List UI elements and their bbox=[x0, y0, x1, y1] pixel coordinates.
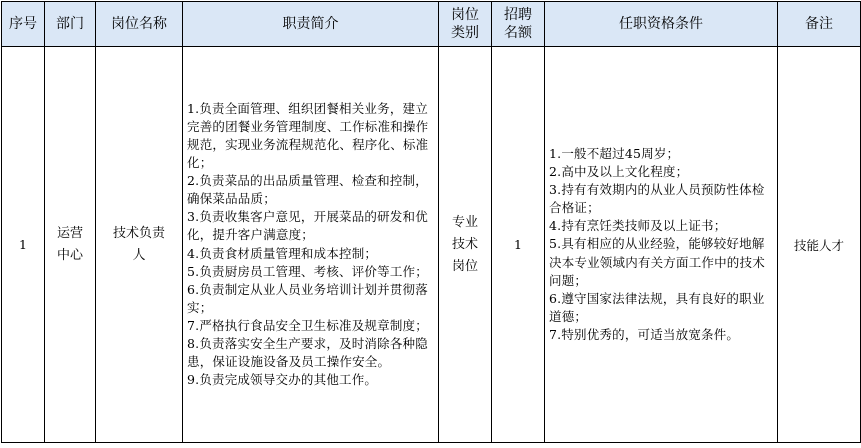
duty-item: 9.负责完成领导交办的其他工作。 bbox=[187, 372, 378, 388]
header-openings-line-1: 招聘 bbox=[504, 7, 532, 23]
header-category bbox=[439, 2, 492, 47]
duties-list bbox=[183, 99, 438, 391]
cell-category bbox=[439, 47, 492, 443]
cell-requirements bbox=[545, 47, 778, 443]
cell-remarks: 技能人才 bbox=[778, 47, 861, 443]
cell-department bbox=[45, 47, 96, 443]
cell-department-line-2: 中心 bbox=[56, 247, 83, 263]
requirement-item: 4.持有烹饪类技师及以上证书； bbox=[549, 218, 727, 234]
duty-item: 6.负责制定从业人员业务培训计划并贯彻落实； bbox=[187, 281, 428, 315]
header-openings bbox=[492, 2, 545, 47]
header-category-line-2: 类别 bbox=[451, 25, 479, 41]
header-requirements: 任职资格条件 bbox=[545, 2, 778, 47]
requirement-item: 3.持有有效期内的从业人员预防性体检合格证； bbox=[549, 182, 765, 216]
requirement-item: 5.具有相应的从业经验，能够较好地解决本专业领域内有关方面工作中的技术问题； bbox=[549, 236, 765, 288]
duty-item: 7.严格执行食品安全卫生标准及规章制度； bbox=[187, 317, 428, 333]
cell-position-name-line-2: 人 bbox=[132, 247, 146, 263]
requirement-item: 6.遵守国家法律法规，具有良好的职业道德； bbox=[549, 290, 765, 324]
cell-category-line-3: 岗位 bbox=[451, 258, 478, 274]
duty-item: 5.负责厨房员工管理、考核、评价等工作； bbox=[187, 263, 428, 279]
header-index: 序号 bbox=[2, 2, 45, 47]
header-duties: 职责简介 bbox=[183, 2, 439, 47]
duty-item: 8.负责落实安全生产要求，及时消除各种隐患，保证设施设备及员工操作安全。 bbox=[187, 335, 428, 370]
cell-position-name-line-1: 技术负责 bbox=[112, 225, 165, 241]
header-row bbox=[2, 2, 861, 47]
recruitment-table bbox=[1, 1, 861, 443]
requirements-list bbox=[545, 145, 777, 344]
cell-index: 1 bbox=[2, 47, 45, 443]
header-openings-line-2: 名额 bbox=[504, 25, 532, 41]
duty-item: 3.负责收集客户意见，开展菜品的研发和优化，提升客户满意度； bbox=[187, 209, 428, 243]
table-row bbox=[2, 47, 861, 443]
cell-category-line-2: 技术 bbox=[451, 236, 478, 252]
cell-position-name bbox=[96, 47, 183, 443]
header-department: 部门 bbox=[45, 2, 96, 47]
requirement-item: 7.特别优秀的，可适当放宽条件。 bbox=[549, 326, 740, 342]
cell-department-line-1: 运营 bbox=[56, 225, 83, 241]
cell-duties bbox=[183, 47, 439, 443]
header-position-name: 岗位名称 bbox=[96, 2, 183, 47]
cell-category-line-1: 专业 bbox=[451, 214, 478, 230]
duty-item: 1.负责全面管理、组织团餐相关业务，建立完善的团餐业务管理制度、工作标准和操作规范，实现业务流程规范化、程序化、标准化； bbox=[187, 100, 429, 171]
header-category-line-1: 岗位 bbox=[451, 7, 479, 23]
duty-item: 4.负责食材质量管理和成本控制； bbox=[187, 245, 378, 261]
cell-openings: 1 bbox=[492, 47, 545, 443]
duty-item: 2.负责菜品的出品质量管理、检查和控制，确保菜品品质； bbox=[187, 173, 428, 207]
requirement-item: 1.一般不超过45周岁； bbox=[549, 145, 680, 161]
header-remarks: 备注 bbox=[778, 2, 861, 47]
requirement-item: 2.高中及以上文化程度； bbox=[549, 164, 689, 180]
